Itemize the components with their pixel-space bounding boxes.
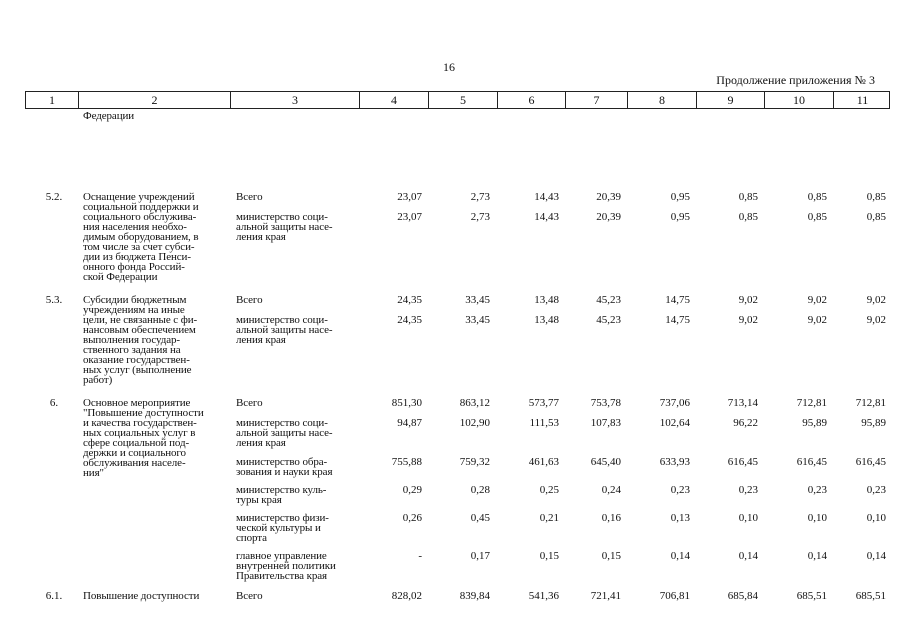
value-cell: 23,07 [397,211,422,223]
table-header-row [25,91,890,109]
value-cell: 9,02 [807,294,827,306]
value-cell: 2,73 [470,191,490,203]
value-cell: 685,84 [727,590,758,602]
header-cell: 2 [79,92,231,108]
value-cell: 95,89 [802,417,827,429]
value-cell: 9,02 [738,314,758,326]
value-cell: 14,75 [665,314,690,326]
value-cell: 573,77 [528,397,559,409]
row-description-line: Повышение доступности [83,590,200,602]
funding-source-label: Всего [236,191,263,203]
value-cell: 9,02 [738,294,758,306]
row-description-line: учреждениям на иные [83,304,185,316]
funding-source-label: спорта [236,532,267,544]
row-description-line: димым оборудованием, в [83,231,199,243]
funding-source-label: главное управление [236,550,327,562]
funding-source-label: зования и науки края [236,466,333,478]
value-cell: 0,10 [738,512,758,524]
value-cell: 0,16 [601,512,621,524]
value-cell: 9,02 [807,314,827,326]
row-description-line: социальной поддержки и [83,201,199,213]
row-description-line: дии из бюджета Пенси- [83,251,191,263]
continuation-note: Продолжение приложения № 3 [716,73,875,87]
carry-over-text: Федерации [83,110,135,122]
row-description-line: ской Федерации [83,271,158,283]
value-cell: 0,95 [670,191,690,203]
value-cell: 851,30 [391,397,422,409]
value-cell: 616,45 [855,456,886,468]
value-cell: 33,45 [465,314,490,326]
value-cell: 0,14 [670,550,690,562]
funding-source-label: альной защиты насе- [236,221,333,233]
value-cell: 721,41 [590,590,621,602]
value-cell: 461,63 [528,456,559,468]
row-description-line: ных услуг (выполнение [83,364,192,376]
header-cell: 10 [765,92,834,108]
value-cell: 0,25 [539,484,559,496]
value-cell: 0,23 [807,484,827,496]
header-cell: 7 [566,92,628,108]
header-cell: 4 [360,92,429,108]
value-cell: 0,14 [807,550,827,562]
value-cell: 13,48 [534,294,559,306]
value-cell: 94,87 [397,417,422,429]
value-cell: 45,23 [596,314,621,326]
row-description-line: "Повышение доступности [83,407,204,419]
value-cell: 0,21 [539,512,559,524]
value-cell: 102,64 [659,417,690,429]
row-number: 6.1. [45,590,63,602]
value-cell: 0,14 [866,550,886,562]
funding-source-label: министерство куль- [236,484,327,496]
value-cell: 0,85 [807,211,827,223]
value-cell: 23,07 [397,191,422,203]
value-cell: 0,95 [670,211,690,223]
value-cell: 20,39 [596,191,621,203]
funding-source-label: министерство соци- [236,211,328,223]
value-cell: 0,15 [539,550,559,562]
row-description-line: держки и социального [83,447,186,459]
funding-source-label: ления края [236,231,286,243]
value-cell: 13,48 [534,314,559,326]
header-cell: 9 [697,92,765,108]
value-cell: 0,85 [866,191,886,203]
value-cell: 759,32 [459,456,490,468]
row-description-line: ственного задания на [83,344,181,356]
funding-source-label: туры края [236,494,282,506]
row-description-line: социального обслужива- [83,211,197,223]
page-number: 16 [443,60,455,74]
value-cell: 0,28 [470,484,490,496]
row-description-line: оказание государствен- [83,354,190,366]
funding-source-label: альной защиты насе- [236,427,333,439]
value-cell: 712,81 [796,397,827,409]
row-number: 5.3. [45,294,63,306]
funding-source-label: ческой культуры и [236,522,321,534]
row-number: 6. [49,397,59,409]
header-cell: 5 [429,92,498,108]
value-cell: 753,78 [590,397,621,409]
value-cell: 737,06 [659,397,690,409]
value-cell: 616,45 [796,456,827,468]
funding-source-label: министерство обра- [236,456,328,468]
row-description-line: ных социальных услуг в [83,427,196,439]
value-cell: 0,14 [738,550,758,562]
funding-source-label: министерство соци- [236,417,328,429]
funding-source-label: министерство физи- [236,512,329,524]
row-description-line: сфере социальной под- [83,437,190,449]
value-cell: 0,24 [601,484,621,496]
funding-source-label: альной защиты насе- [236,324,333,336]
row-description-line: ния населения необхо- [83,221,187,233]
row-description-line: нансовым обеспечением [83,324,196,336]
value-cell: 0,23 [738,484,758,496]
row-description-line: цели, не связанные с фи- [83,314,198,326]
value-cell: 0,85 [866,211,886,223]
funding-source-label: Правительства края [236,570,327,582]
value-cell: 111,53 [529,417,559,429]
value-cell: 839,84 [459,590,490,602]
value-cell: 45,23 [596,294,621,306]
value-cell: 0,85 [738,191,758,203]
value-cell: 755,88 [391,456,422,468]
value-cell: 828,02 [391,590,422,602]
value-cell: 863,12 [459,397,490,409]
value-cell: 0,23 [866,484,886,496]
row-description-line: Основное мероприятие [83,397,191,409]
row-description-line: том числе за счет субси- [83,241,195,253]
funding-source-label: Всего [236,294,263,306]
value-cell: 0,85 [807,191,827,203]
row-description-line: работ) [83,374,113,386]
header-cell: 1 [26,92,79,108]
value-cell: 541,36 [528,590,559,602]
value-cell: 0,85 [738,211,758,223]
value-cell: 706,81 [659,590,690,602]
value-cell: 616,45 [727,456,758,468]
value-cell: 685,51 [855,590,886,602]
row-description-line: и качества государствен- [83,417,197,429]
value-cell: 24,35 [397,294,422,306]
funding-source-label: ления края [236,334,286,346]
value-cell: 102,90 [459,417,490,429]
value-cell: 33,45 [465,294,490,306]
value-cell: 685,51 [796,590,827,602]
value-cell: 14,43 [534,191,559,203]
value-cell: 107,83 [590,417,621,429]
header-cell: 11 [856,93,869,107]
value-cell: 20,39 [596,211,621,223]
value-cell: 0,23 [670,484,690,496]
value-cell: - [418,550,422,562]
value-cell: 9,02 [866,294,886,306]
row-description-line: ния" [83,467,104,479]
value-cell: 9,02 [866,314,886,326]
value-cell: 0,17 [470,550,490,562]
value-cell: 645,40 [590,456,621,468]
row-description-line: Субсидии бюджетным [83,294,187,306]
value-cell: 633,93 [659,456,690,468]
header-cell: 6 [498,92,566,108]
value-cell: 713,14 [727,397,758,409]
value-cell: 0,15 [601,550,621,562]
value-cell: 96,22 [733,417,758,429]
header-cell: 8 [628,92,697,108]
value-cell: 712,81 [855,397,886,409]
funding-source-label: внутренней политики [236,560,336,572]
value-cell: 0,13 [670,512,690,524]
value-cell: 0,45 [470,512,490,524]
value-cell: 0,26 [402,512,422,524]
value-cell: 0,10 [807,512,827,524]
funding-source-label: Всего [236,590,263,602]
funding-source-label: Всего [236,397,263,409]
funding-source-label: ления края [236,437,286,449]
row-description-line: Оснащение учреждений [83,191,195,203]
row-description-line: обслуживания населе- [83,457,186,469]
header-cell: 3 [231,92,360,108]
row-number: 5.2. [45,191,63,203]
value-cell: 24,35 [397,314,422,326]
value-cell: 95,89 [861,417,886,429]
value-cell: 0,10 [866,512,886,524]
value-cell: 14,43 [534,211,559,223]
row-description-line: выполнения государ- [83,334,180,346]
value-cell: 2,73 [470,211,490,223]
value-cell: 14,75 [665,294,690,306]
funding-source-label: министерство соци- [236,314,328,326]
value-cell: 0,29 [402,484,422,496]
row-description-line: онного фонда Россий- [83,261,185,273]
